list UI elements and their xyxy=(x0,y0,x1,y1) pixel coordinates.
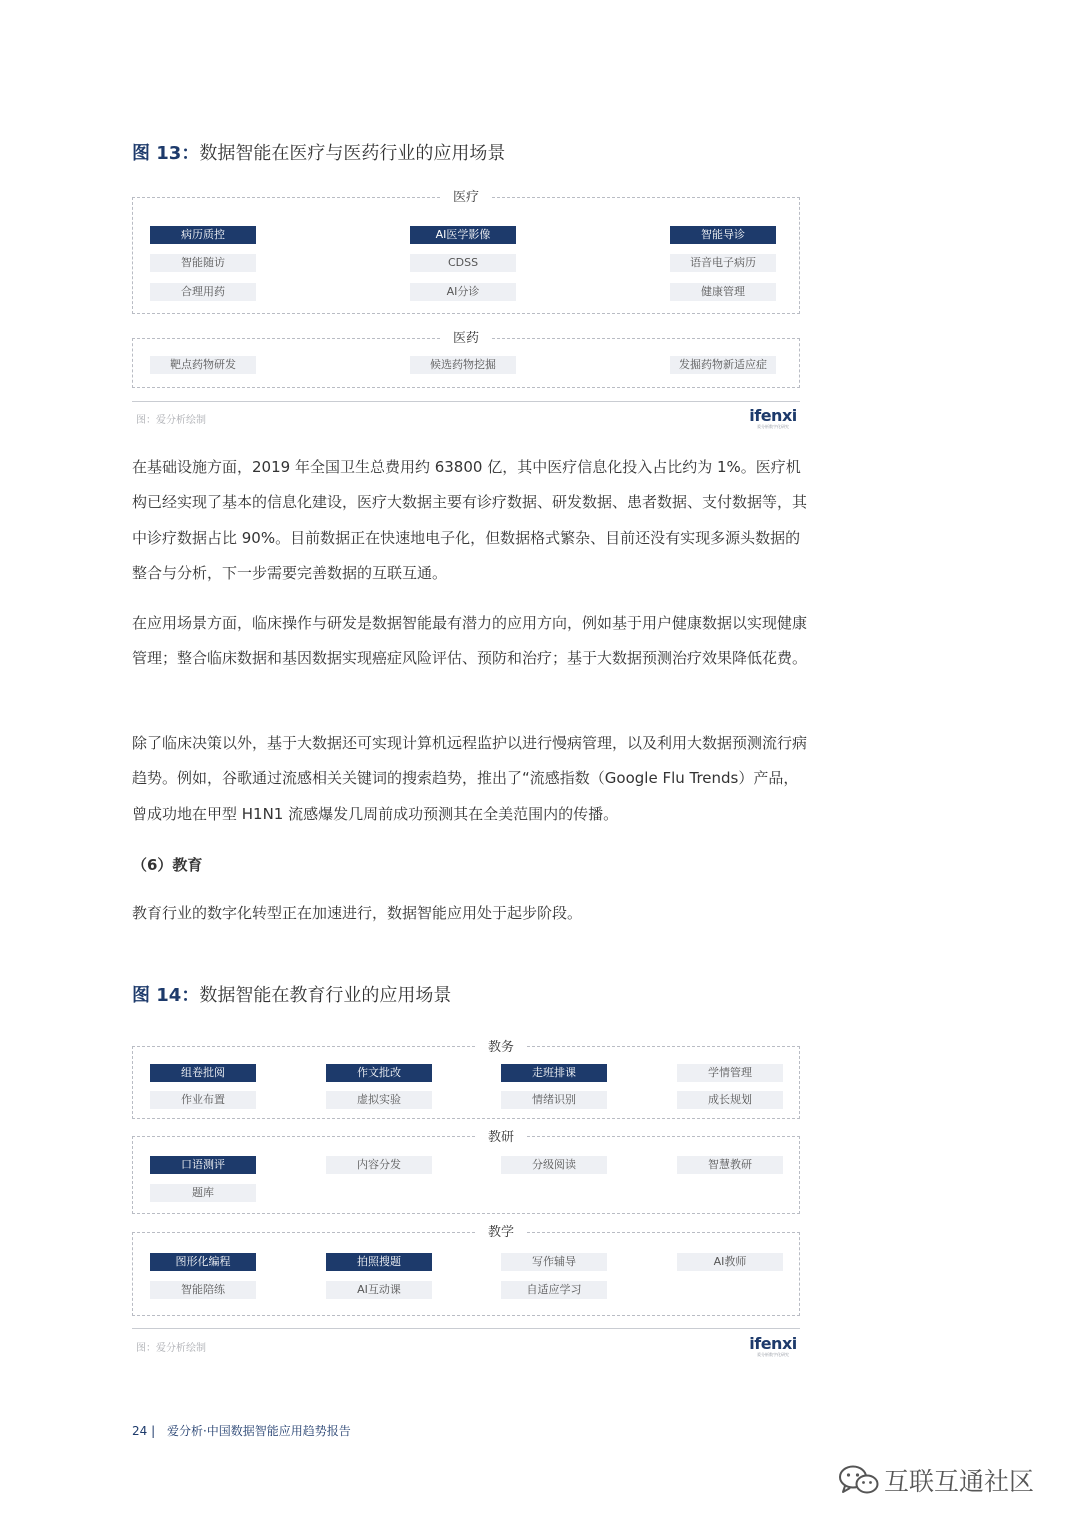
medical-section-label: 医疗 xyxy=(441,190,491,206)
figure-14-divider xyxy=(132,1328,800,1329)
logo-subtitle: 爱分析数字化研究 xyxy=(757,424,789,429)
wechat-icon xyxy=(838,1464,880,1496)
logo-wordmark: ifenxi xyxy=(749,1334,797,1353)
research-section-label: 教研 xyxy=(476,1130,526,1146)
figure-14-caption: 数据智能在教育行业的应用场景 xyxy=(199,985,452,1006)
tag-cdss: CDSS xyxy=(410,254,516,272)
watermark xyxy=(838,1458,1053,1502)
logo-wordmark: ifenxi xyxy=(749,406,797,425)
tag-health-management: 健康管理 xyxy=(670,283,776,301)
figure-13-caption: 数据智能在医疗与医药行业的应用场景 xyxy=(199,143,506,164)
figure-14-title xyxy=(132,981,451,1007)
research-section-box xyxy=(132,1136,800,1214)
tag-learning-status: 学情管理 xyxy=(677,1064,783,1082)
report-title: 爱分析·中国数据智能应用趋势报告 xyxy=(166,1424,351,1438)
page-footer xyxy=(132,1422,351,1439)
tag-graded-reading: 分级阅读 xyxy=(501,1156,607,1174)
tag-smart-followup: 智能随访 xyxy=(150,254,256,272)
pharma-section-label: 医药 xyxy=(441,331,491,347)
tag-ai-teacher: AI教师 xyxy=(677,1253,783,1271)
tag-exam-grading: 组卷批阅 xyxy=(150,1064,256,1082)
watermark-text: 互联互通社区 xyxy=(884,1467,1035,1496)
logo-subtitle: 爱分析数字化研究 xyxy=(757,1352,789,1357)
paragraph-text: 在基础设施方面，2019 年全国卫生总费用约 63800 亿，其中医疗信息化投入占比约为 1%。医疗机构已经实现了基本的信息化建设，医疗大数据主要有诊疗数据、研发数据、患者数据、支付数据等，其中诊疗数据占比 90%。目前数据正在快速地电子化，但数据格式繁杂、目前还没有实现多源头数据的整合与分析，下一步需要完善数据的互联互通。 xyxy=(132,458,808,582)
paragraph-education xyxy=(132,896,812,931)
tag-medical-record-qc: 病历质控 xyxy=(150,226,256,244)
tag-new-indication: 发掘药物新适应症 xyxy=(670,356,776,374)
tag-ai-triage: AI分诊 xyxy=(410,283,516,301)
teaching-section-label: 教学 xyxy=(476,1225,526,1241)
section-heading-education: （6）教育 xyxy=(132,856,203,874)
paragraph-scenarios xyxy=(132,606,812,677)
tag-rational-medication: 合理用药 xyxy=(150,283,256,301)
tag-smart-research: 智慧教研 xyxy=(677,1156,783,1174)
figure-13-divider xyxy=(132,401,800,402)
tag-homework-assign: 作业布置 xyxy=(150,1091,256,1109)
ifenxi-logo xyxy=(748,408,798,429)
tag-virtual-lab: 虚拟实验 xyxy=(326,1091,432,1109)
tag-photo-search: 拍照搜题 xyxy=(326,1253,432,1271)
tag-smart-guidance: 智能导诊 xyxy=(670,226,776,244)
figure-14-source: 图：爱分析绘制 xyxy=(136,1343,206,1354)
tag-ai-interactive-class: AI互动课 xyxy=(326,1281,432,1299)
teaching-section-box xyxy=(132,1232,800,1316)
figure-14-number: 图 14： xyxy=(132,985,200,1006)
figure-13-source: 图：爱分析绘制 xyxy=(136,415,206,426)
figure-13-number: 图 13： xyxy=(132,143,200,164)
tag-essay-grading: 作文批改 xyxy=(326,1064,432,1082)
affairs-section-label: 教务 xyxy=(476,1040,526,1056)
tag-voice-emr: 语音电子病历 xyxy=(670,254,776,272)
paragraph-text: 在应用场景方面，临床操作与研发是数据智能最有潜力的应用方向，例如基于用户健康数据以实现健康管理；整合临床数据和基因数据实现癌症风险评估、预防和治疗；基于大数据预测治疗效果降低花费。 xyxy=(132,614,808,668)
ifenxi-logo xyxy=(748,1336,798,1357)
tag-emotion-recognition: 情绪识别 xyxy=(501,1091,607,1109)
page-number: 24 | xyxy=(132,1424,156,1438)
tag-class-scheduling: 走班排课 xyxy=(501,1064,607,1082)
paragraph-text: 除了临床决策以外，基于大数据还可实现计算机远程监护以进行慢病管理，以及利用大数据预测流行病趋势。例如，谷歌通过流感相关关键词的搜索趋势，推出了“流感指数（Google Flu Trends）产品，曾成功地在甲型 H1N1 流感爆发几周前成功预测其在全美范围内的传播。 xyxy=(132,734,808,823)
tag-adaptive-learning: 自适应学习 xyxy=(501,1281,607,1299)
tag-ai-imaging: AI医学影像 xyxy=(410,226,516,244)
tag-target-drug-rd: 靶点药物研发 xyxy=(150,356,256,374)
tag-writing-tutoring: 写作辅导 xyxy=(501,1253,607,1271)
tag-oral-assessment: 口语测评 xyxy=(150,1156,256,1174)
tag-graphical-programming: 图形化编程 xyxy=(150,1253,256,1271)
tag-candidate-drug-mining: 候选药物挖掘 xyxy=(410,356,516,374)
paragraph-infrastructure xyxy=(132,450,812,591)
tag-smart-practice: 智能陪练 xyxy=(150,1281,256,1299)
tag-content-distribution: 内容分发 xyxy=(326,1156,432,1174)
tag-growth-planning: 成长规划 xyxy=(677,1091,783,1109)
paragraph-text: 教育行业的数字化转型正在加速进行，数据智能应用处于起步阶段。 xyxy=(132,904,583,922)
tag-question-bank: 题库 xyxy=(150,1184,256,1202)
figure-13-title xyxy=(132,139,505,165)
paragraph-clinical xyxy=(132,726,812,832)
